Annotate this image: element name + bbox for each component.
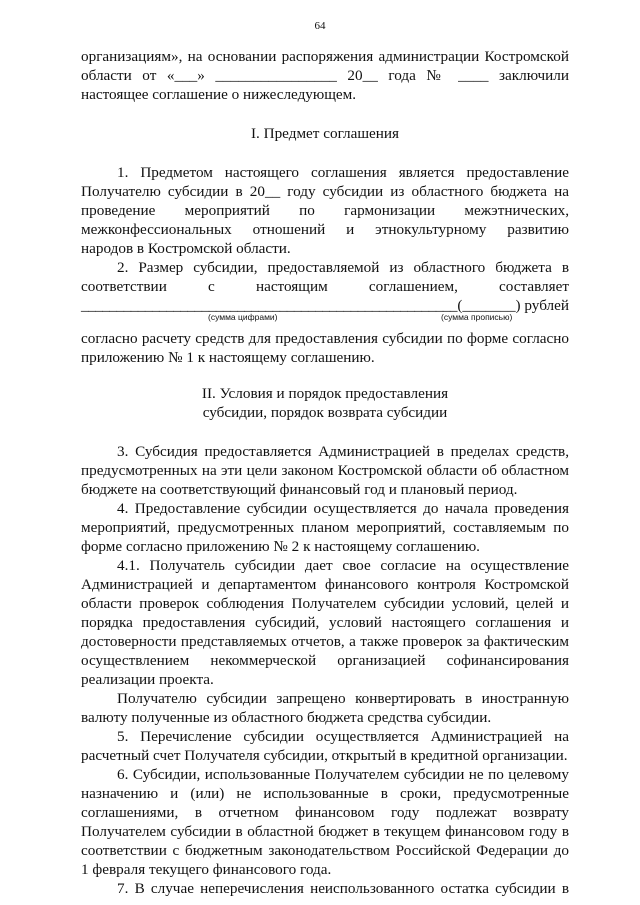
text-line: приложению № 1 к настоящему соглашению.: [81, 349, 375, 366]
amount-words-hint: (сумма прописью): [441, 312, 513, 322]
text-line: согласно расчету средств для предоставления субсидии по форме согласно: [81, 330, 569, 347]
text-line: 1. Предметом настоящего соглашения является предоставление: [117, 164, 569, 181]
text-line: соглашениями, в отчетном финансовом году подлежат возврату: [81, 804, 569, 821]
currency-restriction-paragraph: [81, 689, 569, 727]
heading-line: II. Условия и порядок предоставления: [201, 385, 449, 402]
text-line: соответствии с настоящим соглашением, составляет: [81, 278, 569, 295]
text-line: соответствии с бюджетным законодательством Российской Федерации до: [81, 842, 569, 859]
amount-digits-blank: _____________________________________________________: [81, 297, 457, 314]
clause-2: [81, 258, 569, 367]
intro-paragraph: [81, 47, 569, 104]
text-line: расчетный счет Получателя субсидии, открытый в кредитной организации.: [81, 747, 568, 764]
text-line: 1 февраля текущего финансового года.: [81, 861, 332, 878]
amount-words-blank: (_______) рублей: [457, 297, 569, 314]
text-line: Получателю субсидии запрещено конвертировать в иностранную: [117, 690, 569, 707]
text-line: порядка предоставления субсидий, условий настоящего соглашения и: [81, 614, 569, 631]
text-line: 7. В случае неперечисления неиспользованного остатка субсидии в: [117, 880, 569, 897]
text-line: валюту полученные из областного бюджета средства субсидии.: [81, 709, 492, 726]
text-line: проведение мероприятий по гармонизации межэтнических,: [81, 202, 569, 219]
amount-digits-hint: (сумма цифрами): [208, 312, 278, 322]
text-line: Администрацией и департаментом финансового контроля Костромской: [81, 576, 569, 593]
text-line: настоящее соглашение о нижеследующем.: [81, 86, 357, 103]
clause-6: [81, 765, 569, 879]
text-line: мероприятий, предусмотренных планом мероприятий, составляемым по: [81, 519, 569, 536]
text-line: 4.1. Получатель субсидии дает свое согласие на осуществление: [117, 557, 569, 574]
text-line: 3. Субсидия предоставляется Администрацией в пределах средств,: [117, 443, 569, 460]
section-2-heading: [81, 384, 569, 422]
text-line: реализации проекта.: [81, 671, 214, 688]
text-line: области проверок соблюдения Получателем субсидии условий, целей и: [81, 595, 569, 612]
section-1-heading: I. Предмет соглашения: [250, 125, 400, 142]
clause-4: [81, 499, 569, 556]
text-line: 6. Субсидии, использованные Получателем субсидии не по целевому: [117, 766, 569, 783]
amount-hints: [81, 312, 569, 329]
clause-3: [81, 442, 569, 499]
text-line: Получателем субсидии в областной бюджет в текущем финансовом году в: [81, 823, 569, 840]
text-line: достоверности представляемых отчетов, а также проверок за фактическим: [81, 633, 569, 650]
text-line: организациям», на основании распоряжения администрации Костромской: [81, 48, 569, 65]
text-line: форме согласно приложению № 2 к настоящему соглашению.: [81, 538, 480, 555]
text-line: области от «___» ________________ 20__ года № ____ заключили: [81, 67, 569, 84]
text-line: народов в Костромской области.: [81, 240, 291, 257]
clause-5: [81, 727, 569, 765]
text-line: 5. Перечисление субсидии осуществляется Администрацией на: [117, 728, 569, 745]
clause-4-1: [81, 556, 569, 689]
text-line: Получателю субсидии в 20__ году субсидии из областного бюджета на: [81, 183, 569, 200]
text-line: бюджете на соответствующий финансовый год и плановый период.: [81, 481, 518, 498]
text-line: осуществлением некоммерческой организацией софинансирования: [81, 652, 569, 669]
clause-1: [81, 163, 569, 258]
document-body: [81, 47, 569, 898]
text-line: 4. Предоставление субсидии осуществляется до начала проведения: [117, 500, 569, 517]
clause-7: [81, 879, 569, 898]
heading-line: субсидии, порядок возврата субсидии: [202, 404, 448, 421]
page-number: 64: [314, 20, 326, 32]
text-line: предусмотренных на эти цели законом Костромской области об областном: [81, 462, 569, 479]
text-line: назначению и (или) не использованные в сроки, предусмотренные: [81, 785, 569, 802]
text-line: 2. Размер субсидии, предоставляемой из областного бюджета в: [117, 259, 569, 276]
text-line: межконфессиональных отношений и этнокультурному развитию: [81, 221, 569, 238]
